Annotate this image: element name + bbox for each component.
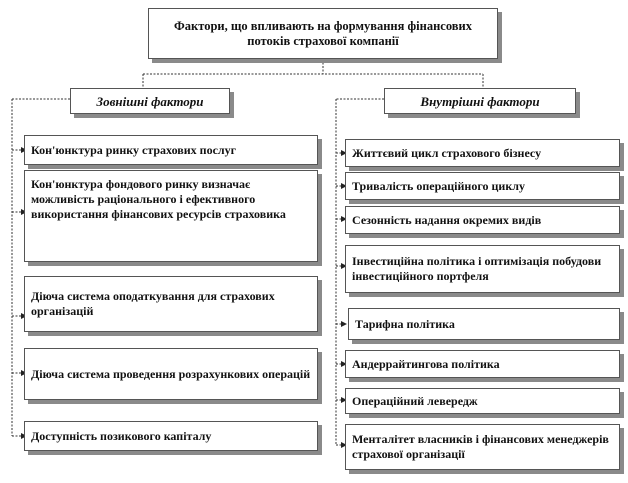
internal-item-2: Тривалість операційного циклу xyxy=(345,172,620,200)
internal-item-1: Життєвий цикл страхового бізнесу xyxy=(345,139,620,167)
page-title xyxy=(148,8,498,59)
external-item-5: Доступність позикового капіталу xyxy=(24,421,318,451)
external-item-3: Діюча система оподаткування для страхових організацій xyxy=(24,276,318,332)
title-text: Фактори, що впливають на формування фінансових потоків страхової компанії xyxy=(174,18,472,48)
external-factors-header: Зовнішні фактори xyxy=(70,88,230,114)
internal-item-8: Менталітет власників і фінансових менеджерів страхової організації xyxy=(345,424,620,470)
external-item-1: Кон'юнктура ринку страхових послуг xyxy=(24,135,318,165)
internal-item-3: Сезонність надання окремих видів xyxy=(345,206,620,234)
internal-item-4: Інвестиційна політика і оптимізація побудови інвестиційного портфеля xyxy=(345,245,620,293)
external-item-2: Кон'юнктура фондового ринку визначає можливість раціонального і ефективного використання фінансових ресурсів страховика xyxy=(24,170,318,262)
external-item-4: Діюча система проведення розрахункових операцій xyxy=(24,348,318,400)
internal-item-6: Андеррайтингова політика xyxy=(345,350,620,378)
internal-item-5: Тарифна політика xyxy=(348,308,620,340)
internal-item-7: Операційний левередж xyxy=(345,388,620,414)
internal-factors-header: Внутрішні фактори xyxy=(384,88,576,114)
